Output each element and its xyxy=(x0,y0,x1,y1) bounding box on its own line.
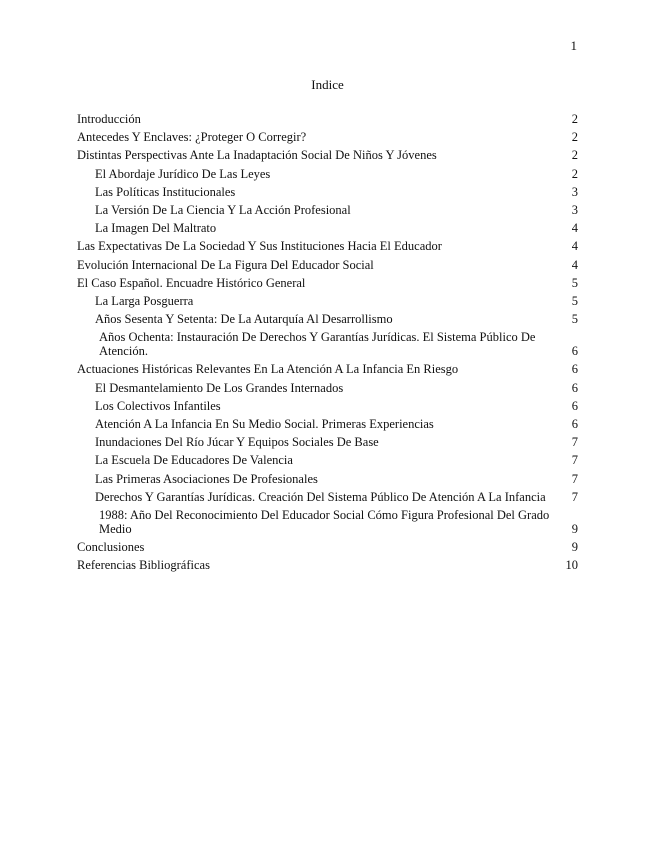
toc-entry-text: Evolución Internacional De La Figura Del Educador Social xyxy=(77,257,374,272)
toc-entry-text: Años Sesenta Y Setenta: De La Autarquía Al Desarrollismo xyxy=(95,312,393,327)
table-of-contents xyxy=(77,112,578,577)
toc-entry-page: 6 xyxy=(571,417,578,431)
toc-entry-page: 6 xyxy=(571,380,578,395)
toc-entry[interactable] xyxy=(77,417,578,431)
toc-entry[interactable] xyxy=(77,312,578,326)
toc-entry-page: 5 xyxy=(571,293,578,308)
toc-title: Indice xyxy=(311,77,344,92)
toc-entry-page: 5 xyxy=(571,312,578,327)
toc-entry-page: 9 xyxy=(571,521,578,536)
toc-entry-text: Referencias Bibliográficas xyxy=(77,558,210,573)
toc-entry[interactable] xyxy=(77,472,578,486)
toc-entry-page: 2 xyxy=(571,112,578,126)
toc-entry-page: 3 xyxy=(571,202,578,217)
toc-entry-text: Actuaciones Históricas Relevantes En La Atención A La Infancia En Riesgo xyxy=(77,362,459,377)
toc-entry-text: El Caso Español. Encuadre Histórico General xyxy=(77,275,306,290)
toc-entry-text: Atención A La Infancia En Su Medio Social. Primeras Experiencias xyxy=(95,417,434,431)
toc-entry[interactable] xyxy=(77,330,578,358)
toc-entry-page: 4 xyxy=(571,221,578,236)
toc-entry-text: 1988: Año Del Reconocimiento Del Educador Social Cómo Figura Profesional Del Grado Medio xyxy=(99,507,550,536)
toc-entry-text: Introducción xyxy=(77,112,141,126)
toc-entry-page: 4 xyxy=(571,257,578,272)
toc-entry[interactable] xyxy=(77,508,578,536)
toc-entry-page: 7 xyxy=(571,435,578,450)
toc-entry-text: El Abordaje Jurídico De Las Leyes xyxy=(95,166,271,181)
toc-entry-page: 2 xyxy=(571,166,578,181)
toc-entry[interactable] xyxy=(77,221,578,235)
toc-entry[interactable] xyxy=(77,490,578,504)
toc-entry-text: La Escuela De Educadores De Valencia xyxy=(95,453,293,468)
toc-entry[interactable] xyxy=(77,203,578,217)
toc-entry[interactable] xyxy=(77,453,578,467)
toc-entry-page: 3 xyxy=(571,184,578,199)
toc-entry-text: Años Ochenta: Instauración De Derechos Y Garantías Jurídicas. El Sistema Público De Atención. xyxy=(99,330,536,359)
toc-entry-text: Antecedes Y Enclaves: ¿Proteger O Corregir? xyxy=(77,130,307,145)
toc-entry-page: 7 xyxy=(571,489,578,504)
toc-entry-text: La Imagen Del Maltrato xyxy=(95,221,217,236)
toc-entry-page: 5 xyxy=(571,275,578,290)
toc-entry-text: La Versión De La Ciencia Y La Acción Profesional xyxy=(95,202,351,217)
toc-entry-text: Conclusiones xyxy=(77,540,145,555)
toc-entry[interactable] xyxy=(77,276,578,290)
toc-entry[interactable] xyxy=(77,148,578,162)
toc-entry-text: Los Colectivos Infantiles xyxy=(95,398,221,413)
toc-entry[interactable] xyxy=(77,112,578,126)
toc-entry-page: 6 xyxy=(571,398,578,413)
toc-entry-page: 2 xyxy=(571,148,578,163)
toc-entry[interactable] xyxy=(77,258,578,272)
toc-entry-page: 4 xyxy=(571,239,578,254)
toc-entry[interactable] xyxy=(77,239,578,253)
toc-entry-page: 6 xyxy=(571,344,578,359)
toc-entry-page: 7 xyxy=(571,453,578,468)
toc-entry-text: Las Expectativas De La Sociedad Y Sus Instituciones Hacia El Educador xyxy=(77,239,442,254)
toc-entry-text: Las Políticas Institucionales xyxy=(95,184,236,199)
toc-entry[interactable] xyxy=(77,130,578,144)
toc-entry-text: Distintas Perspectivas Ante La Inadaptación Social De Niños Y Jóvenes xyxy=(77,148,437,163)
toc-entry-page: 10 xyxy=(565,558,578,573)
toc-entry-page: 6 xyxy=(571,362,578,377)
toc-entry-text: El Desmantelamiento De Los Grandes Internados xyxy=(95,380,344,395)
toc-entry[interactable] xyxy=(77,362,578,376)
page-number: 1 xyxy=(570,38,577,53)
toc-entry[interactable] xyxy=(77,381,578,395)
toc-entry[interactable] xyxy=(77,540,578,554)
toc-entry[interactable] xyxy=(77,435,578,449)
toc-entry[interactable] xyxy=(77,185,578,199)
toc-entry[interactable] xyxy=(77,294,578,308)
toc-entry-page: 2 xyxy=(571,130,578,145)
toc-entry-page: 7 xyxy=(571,471,578,486)
toc-entry[interactable] xyxy=(77,558,578,572)
toc-entry[interactable] xyxy=(77,399,578,413)
toc-entry-page: 9 xyxy=(571,540,578,555)
toc-entry-text: La Larga Posguerra xyxy=(95,293,194,308)
toc-entry-text: Derechos Y Garantías Jurídicas. Creación Del Sistema Público De Atención A La Infancia xyxy=(95,489,546,504)
toc-entry-text: Las Primeras Asociaciones De Profesionales xyxy=(95,471,318,486)
toc-entry-text: Inundaciones Del Río Júcar Y Equipos Sociales De Base xyxy=(95,435,379,450)
toc-entry[interactable] xyxy=(77,167,578,181)
